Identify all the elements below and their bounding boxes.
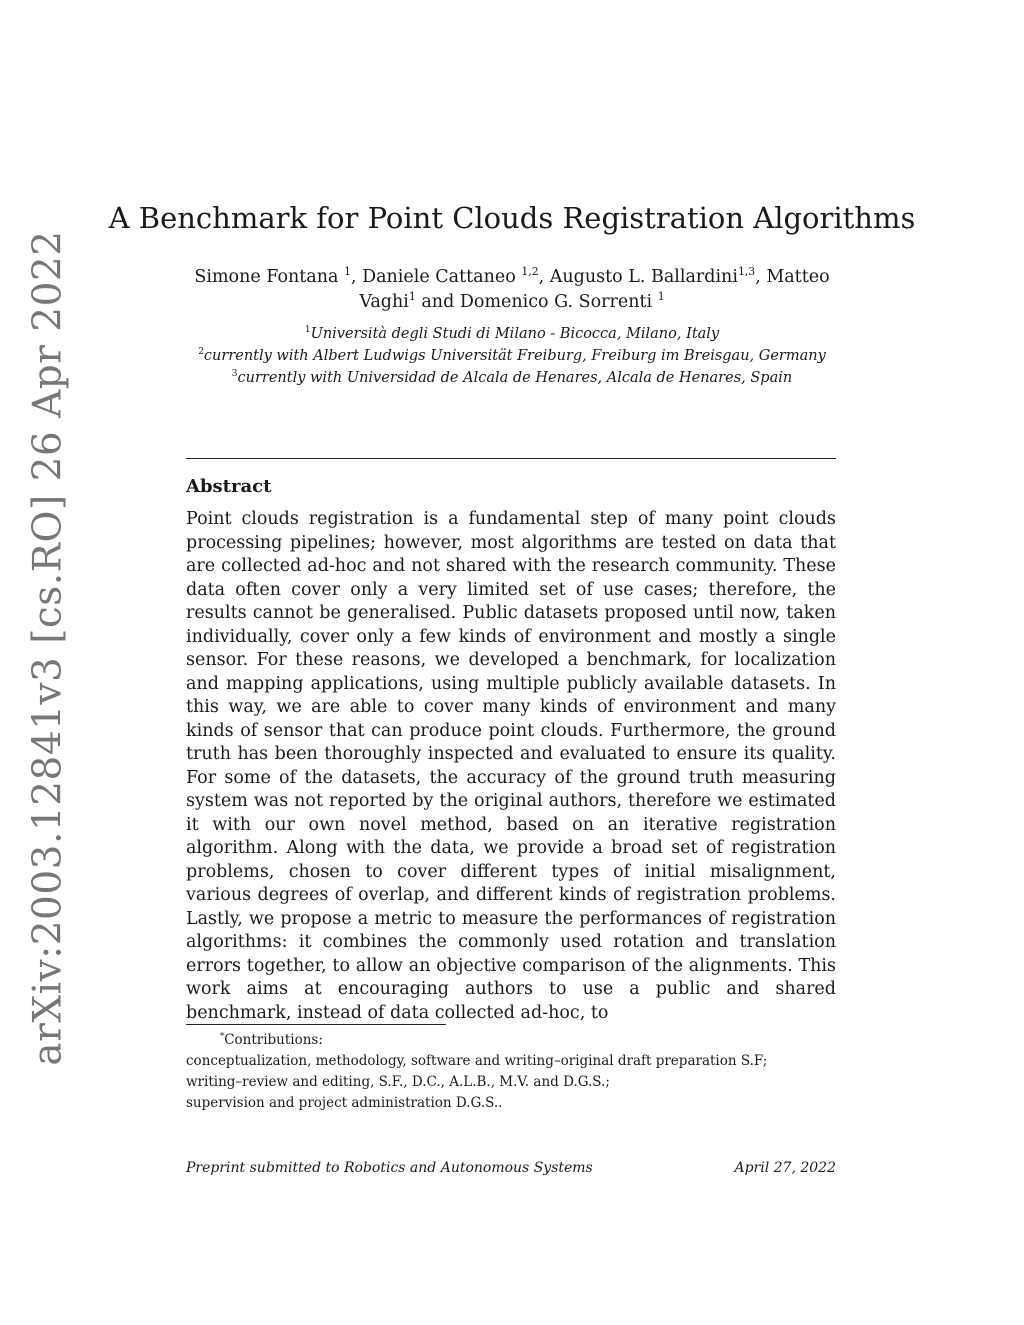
author-affil-mark: 1 xyxy=(657,290,665,304)
affiliation-text: Università degli Studi di Milano - Bicocca, Milano, Italy xyxy=(310,326,720,342)
paper-title: A Benchmark for Point Clouds Registration Algorithms xyxy=(108,201,916,235)
author-name: Simone Fontana xyxy=(194,267,339,287)
affiliation-text: currently with Universidad de Alcala de Henares, Alcala de Henares, Spain xyxy=(237,370,793,386)
author-name: Daniele Cattaneo xyxy=(362,267,516,287)
preprint-date: April 27, 2022 xyxy=(734,1160,836,1176)
abstract-heading: Abstract xyxy=(186,476,272,497)
author-list: Simone Fontana $^1$, Daniele Cattaneo $^{1,2}$, Augusto L. Ballardini$^{1,3}$, Matteo Vaghi$^1$ and Domenico G. Sorrenti $^1$ xyxy=(194,265,830,312)
affiliation-mark: 1 xyxy=(304,325,311,336)
affiliation-mark: 3 xyxy=(231,369,238,380)
abstract-body: Point clouds registration is a fundamental step of many point clouds processing pipelines; however, most algorithms are tested on data that are collected ad-hoc and not shared with the research community. These data often cover only a very limited set of use cases; therefore, the results cannot be generalised. Public datasets proposed until now, taken individually, cover only a few kinds of environment and mostly a single sensor. For these reasons, we developed a benchmark, for localization and mapping applications, using multiple publicly available datasets. In this way, we are able to cover many kinds of environment and many kinds of sensor that can produce point clouds. Furthermore, the ground truth has been thoroughly inspected and evaluated to ensure its quality. For some of the datasets, the accuracy of the ground truth measuring system was not reported by the original authors, therefore we estimated it with our own novel method, based on an iterative registration algorithm. Along with the data, we provide a broad set of registration problems, chosen to cover different types of initial misalignment, various degrees of overlap, and different kinds of registration problems. Lastly, we propose a metric to measure the performances of registration algorithms: it combines the commonly used rotation and translation errors together, to allow an objective comparison of the alignments. This work aims at encouraging authors to use a public and shared benchmark, instead of data collected ad-hoc, to xyxy=(186,509,836,1023)
author-conjunction: and xyxy=(421,292,455,312)
affiliation xyxy=(180,367,844,389)
author-name: Augusto L. Ballardini xyxy=(549,267,738,287)
footnote-line: writing–review and editing, S.F., D.C., A.L.B., M.V. and D.G.S.; xyxy=(186,1074,610,1090)
author-affil-mark: 1,3 xyxy=(737,265,756,279)
abstract-divider xyxy=(186,458,836,459)
footnote-heading xyxy=(186,1030,836,1051)
arxiv-identifier: arXiv:2003.12841v3 [cs.RO] 26 Apr 2022 xyxy=(25,230,71,1066)
affiliation-mark: 2 xyxy=(198,347,204,358)
author-name: Matteo Vaghi xyxy=(359,267,830,312)
footnote-mark: * xyxy=(220,1030,225,1041)
author-affil-mark: 1 xyxy=(408,290,416,304)
author-affil-mark: 1,2 xyxy=(521,265,539,279)
author-affil-mark: 1 xyxy=(344,265,351,279)
footnote-line: supervision and project administration D.G.S.. xyxy=(186,1095,503,1111)
author-name: Domenico G. Sorrenti xyxy=(459,292,653,312)
footnote xyxy=(186,1030,836,1114)
affiliation-text: currently with Albert Ludwigs Universität Freiburg, Freiburg im Breisgau, Germany xyxy=(203,348,826,364)
submission-note: Preprint submitted to Robotics and Autonomous Systems xyxy=(186,1160,593,1176)
footnote-label: Contributions: xyxy=(224,1032,323,1048)
affiliation-list xyxy=(180,323,844,389)
footnote-line: conceptualization, methodology, software and writing–original draft preparation S.F; xyxy=(186,1053,768,1069)
affiliation xyxy=(180,345,844,367)
footnote-divider xyxy=(186,1024,446,1025)
affiliation xyxy=(180,323,844,345)
